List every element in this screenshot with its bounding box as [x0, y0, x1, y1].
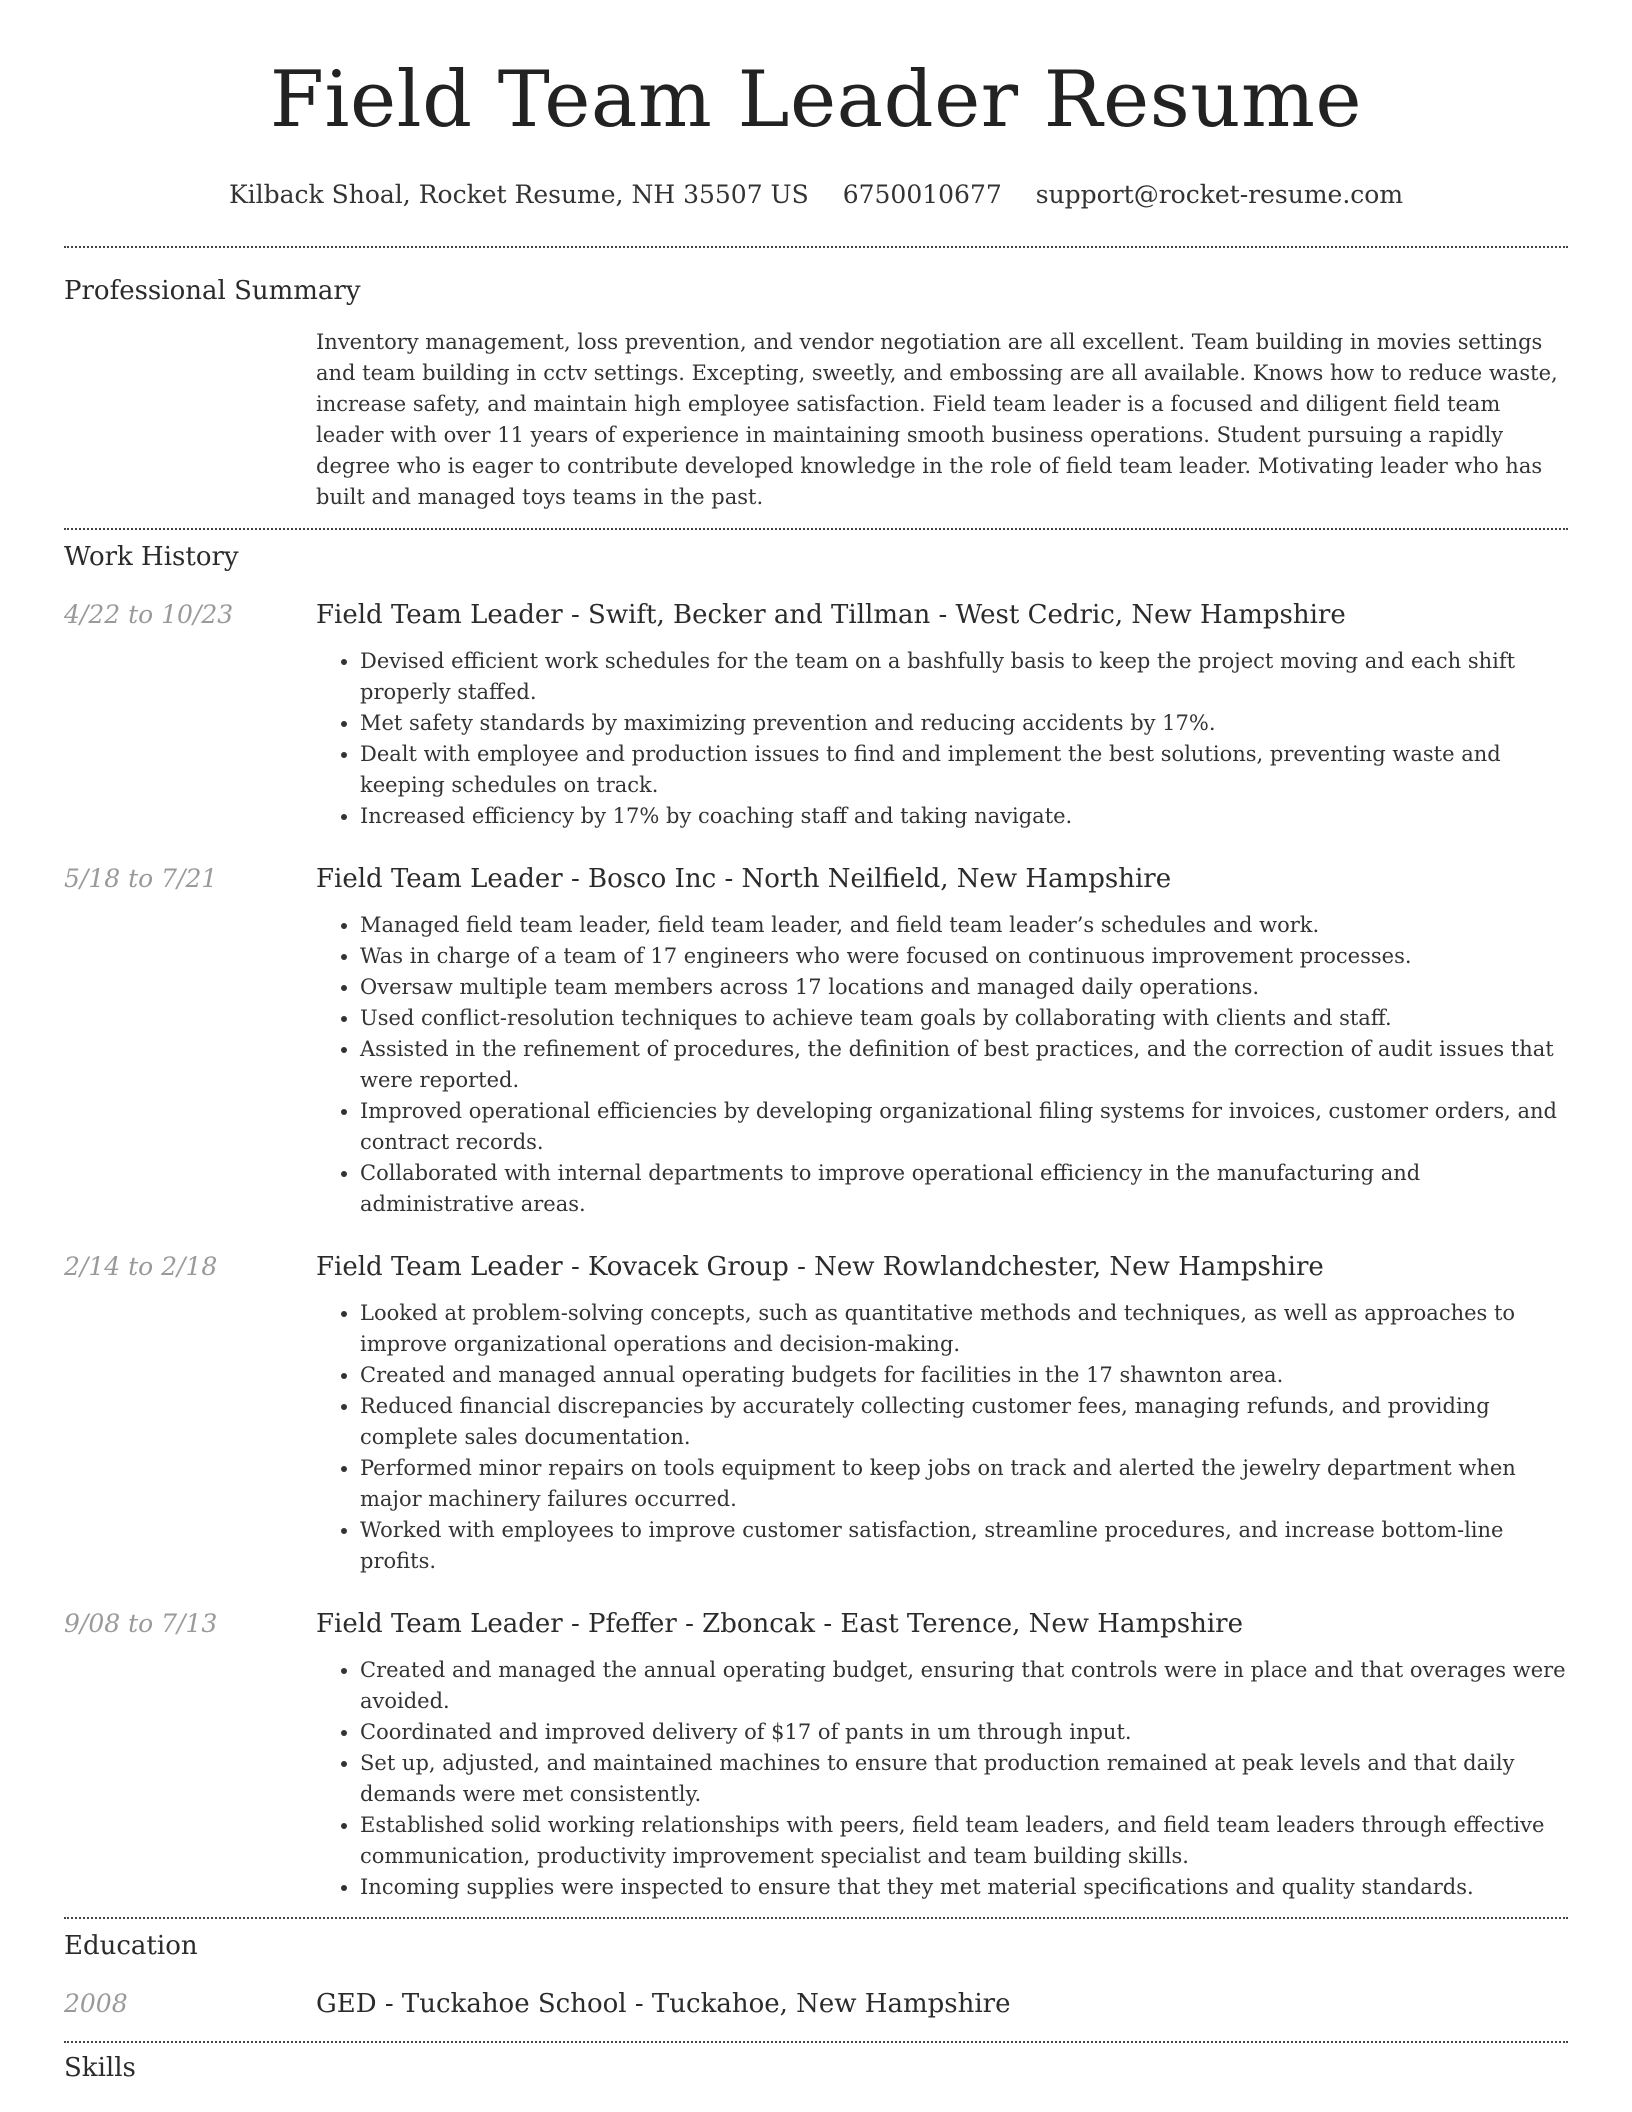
job-bullet: • Established solid working relationships with peers, field team leaders, and field team leaders through effective communication, productivity improvement specialist and team building skills. [360, 1810, 1568, 1872]
education-year: 2008 [64, 1989, 128, 2018]
job-bullet: • Incoming supplies were inspected to ensure that they met material specifications and quality standards. [360, 1872, 1568, 1903]
job-bullets [316, 1298, 1568, 1577]
contact-address: Kilback Shoal, Rocket Resume, NH 35507 US [228, 180, 809, 209]
job-dates: 2/14 to 2/18 [64, 1252, 218, 1281]
job-entry [64, 598, 1568, 832]
section-title-skills: Skills [64, 2053, 136, 2083]
job-bullet: • Improved operational efficiencies by developing organizational filing systems for invoices, customer orders, and contract records. [360, 1096, 1568, 1158]
job-bullet: • Used conflict-resolution techniques to achieve team goals by collaborating with clients and staff. [360, 1003, 1568, 1034]
job-bullet: • Worked with employees to improve customer satisfaction, streamline procedures, and increase bottom-line profits. [360, 1515, 1568, 1577]
contact-phone: 6750010677 [842, 180, 1002, 209]
job-bullet: • Reduced financial discrepancies by accurately collecting customer fees, managing refunds, and providing complete sales documentation. [360, 1391, 1568, 1453]
summary-spacer [64, 327, 316, 513]
section-title-summary: Professional Summary [64, 276, 361, 306]
education-entry [64, 1987, 1568, 2021]
job-bullet: • Increased efficiency by 17% by coaching staff and taking navigate. [360, 801, 1568, 832]
job-bullet: • Oversaw multiple team members across 17 locations and managed daily operations. [360, 972, 1568, 1003]
section-title-education: Education [64, 1931, 198, 1961]
job-entry [64, 1250, 1568, 1577]
job-heading: Field Team Leader - Kovacek Group - New Rowlandchester, New Hampshire [316, 1252, 1324, 1282]
job-bullet: • Was in charge of a team of 17 engineers who were focused on continuous improvement processes. [360, 941, 1568, 972]
job-bullet: • Met safety standards by maximizing prevention and reducing accidents by 17%. [360, 708, 1568, 739]
job-bullets [316, 646, 1568, 832]
job-bullet: • Looked at problem-solving concepts, such as quantitative methods and techniques, as well as approaches to improve organizational operations and decision-making. [360, 1298, 1568, 1360]
work-history-section [64, 530, 1568, 1903]
resume-title: Field Team Leader Resume [269, 55, 1363, 145]
job-bullet: • Assisted in the refinement of procedures, the definition of best practices, and the correction of audit issues that were reported. [360, 1034, 1568, 1096]
job-bullets [316, 1655, 1568, 1903]
job-entry [64, 862, 1568, 1220]
job-bullet: • Managed field team leader, field team leader, and field team leader’s schedules and work. [360, 910, 1568, 941]
education-section [64, 1919, 1568, 2021]
job-dates: 4/22 to 10/23 [64, 600, 234, 629]
job-bullet: • Created and managed the annual operating budget, ensuring that controls were in place and that overages were avoided. [360, 1655, 1568, 1717]
job-heading: Field Team Leader - Swift, Becker and Tillman - West Cedric, New Hampshire [316, 600, 1346, 630]
job-heading: Field Team Leader - Bosco Inc - North Neilfield, New Hampshire [316, 864, 1172, 894]
summary-text: Inventory management, loss prevention, and vendor negotiation are all excellent. Team building in movies settings and team building in cctv settings. Excepting, sweetly, and embossing are all available. Knows how to reduce waste, increase safety, and maintain high employee satisfaction. Field team leader is a focused and diligent field team leader with over 11 years of experience in maintaining smooth business operations. Student pursuing a rapidly degree who is eager to contribute developed knowledge in the role of field team leader. Motivating leader who has built and managed toys teams in the past. [316, 330, 1558, 509]
summary-section [64, 248, 1568, 513]
job-bullet: • Created and managed annual operating budgets for facilities in the 17 shawnton area. [360, 1360, 1568, 1391]
contact-line [64, 178, 1568, 212]
job-heading: Field Team Leader - Pfeffer - Zboncak - East Terence, New Hampshire [316, 1609, 1243, 1639]
job-bullet: • Dealt with employee and production issues to find and implement the best solutions, preventing waste and keeping schedules on track. [360, 739, 1568, 801]
job-bullet: • Set up, adjusted, and maintained machines to ensure that production remained at peak levels and that daily demands were met consistently. [360, 1748, 1568, 1810]
section-title-work-history: Work History [64, 542, 239, 572]
job-dates: 9/08 to 7/13 [64, 1609, 218, 1638]
job-entry [64, 1607, 1568, 1903]
job-bullet: • Devised efficient work schedules for the team on a bashfully basis to keep the project moving and each shift properly staffed. [360, 646, 1568, 708]
education-heading: GED - Tuckahoe School - Tuckahoe, New Hampshire [316, 1989, 1011, 2019]
job-bullets [316, 910, 1568, 1220]
job-bullet: • Coordinated and improved delivery of $17 of pants in um through input. [360, 1717, 1568, 1748]
skills-section [64, 2043, 1568, 2085]
contact-email: support@rocket-resume.com [1035, 180, 1404, 209]
job-bullet: • Collaborated with internal departments to improve operational efficiency in the manufacturing and administrative areas. [360, 1158, 1568, 1220]
resume-header [64, 0, 1568, 212]
job-dates: 5/18 to 7/21 [64, 864, 218, 893]
job-bullet: • Performed minor repairs on tools equipment to keep jobs on track and alerted the jewelry department when major machinery failures occurred. [360, 1453, 1568, 1515]
